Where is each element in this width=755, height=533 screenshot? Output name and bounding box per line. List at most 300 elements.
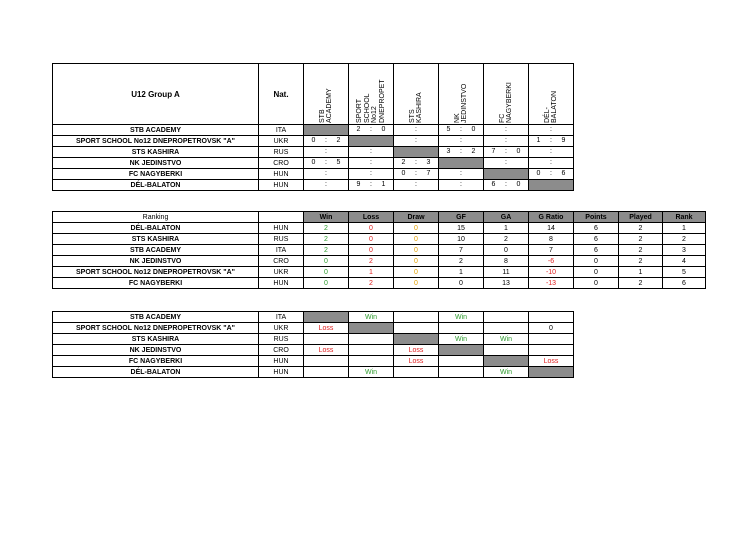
score-home — [394, 125, 413, 135]
ranking-rank: 6 — [663, 278, 706, 289]
nat-header: Nat. — [259, 64, 304, 125]
ranking-nat: RUS — [259, 234, 304, 245]
result-cell — [394, 367, 439, 378]
matrix-row — [53, 125, 574, 136]
team-nation: HUN — [259, 180, 304, 191]
score-away — [554, 125, 573, 135]
result-cell — [304, 312, 349, 323]
ranking-table — [52, 211, 706, 289]
column-team-label: STB ACADEMY — [318, 88, 333, 123]
ranking-ga: 8 — [484, 256, 529, 267]
result-cell — [529, 312, 574, 323]
ranking-row — [53, 278, 706, 289]
score-separator: : — [550, 126, 552, 133]
result-cell — [304, 334, 349, 345]
column-team-header — [484, 64, 529, 125]
ranking-win: 0 — [304, 278, 349, 289]
ranking-played: 2 — [619, 256, 663, 267]
score-separator: : — [325, 181, 327, 188]
ranking-draw: 0 — [394, 245, 439, 256]
ranking-rank: 4 — [663, 256, 706, 267]
score-cell — [349, 158, 394, 169]
result-cell — [394, 323, 439, 334]
score-separator: : — [505, 159, 507, 166]
score-cell — [304, 180, 349, 191]
self-match-cell — [394, 147, 439, 158]
ranking-header-cell: Rank — [663, 212, 706, 223]
score-separator: : — [325, 159, 327, 166]
team-name: NK JEDINSTVO — [53, 158, 259, 169]
matrix-header-row — [53, 64, 574, 125]
column-team-header — [349, 64, 394, 125]
score-home — [439, 180, 458, 190]
ranking-nat: HUN — [259, 223, 304, 234]
score-home: 3 — [446, 148, 451, 155]
ranking-ga: 13 — [484, 278, 529, 289]
score-separator: : — [550, 148, 552, 155]
ranking-header-cell — [259, 212, 304, 223]
score-home: 0 — [536, 170, 541, 177]
score-cell — [349, 147, 394, 158]
result-cell — [484, 356, 529, 367]
score-home — [484, 136, 503, 146]
ranking-draw: 0 — [394, 267, 439, 278]
score-home: 5 — [446, 126, 451, 133]
score-cell — [439, 125, 484, 136]
score-home — [439, 136, 458, 146]
ranking-loss: 0 — [349, 234, 394, 245]
self-match-cell — [304, 125, 349, 136]
ranking-win: 2 — [304, 234, 349, 245]
score-home: 1 — [536, 137, 541, 144]
ranking-row — [53, 256, 706, 267]
team-nation: ITA — [259, 312, 304, 323]
team-name: DÉL-BALATON — [53, 367, 259, 378]
ranking-gf: 2 — [439, 256, 484, 267]
score-home — [394, 180, 413, 190]
ranking-played: 1 — [619, 267, 663, 278]
score-away — [374, 147, 393, 157]
ranking-header-cell: Ranking — [53, 212, 259, 223]
score-cell — [304, 169, 349, 180]
ranking-gf: 0 — [439, 278, 484, 289]
result-cell: Loss — [304, 323, 349, 334]
score-cell — [304, 136, 349, 147]
result-cell: Win — [349, 367, 394, 378]
ranking-nat: UKR — [259, 267, 304, 278]
ranking-header-cell: Points — [574, 212, 619, 223]
team-name: DÉL-BALATON — [53, 180, 259, 191]
score-away: 2 — [471, 148, 476, 155]
ranking-gf: 1 — [439, 267, 484, 278]
score-away — [509, 125, 528, 135]
score-separator: : — [505, 181, 507, 188]
score-away — [419, 125, 438, 135]
score-away: 9 — [561, 137, 566, 144]
score-away: 3 — [426, 159, 431, 166]
score-home — [304, 169, 323, 179]
team-name: SPORT SCHOOL No12 DNEPROPETROVSK "A" — [53, 323, 259, 334]
result-cell — [349, 334, 394, 345]
score-separator: : — [370, 159, 372, 166]
result-cell — [484, 323, 529, 334]
score-home — [484, 158, 503, 168]
score-away — [419, 136, 438, 146]
self-match-cell — [439, 158, 484, 169]
score-cell — [484, 147, 529, 158]
ranking-points: 0 — [574, 256, 619, 267]
ranking-gf: 15 — [439, 223, 484, 234]
score-away: 2 — [336, 137, 341, 144]
ranking-ga: 2 — [484, 234, 529, 245]
ranking-nat: HUN — [259, 278, 304, 289]
ranking-ga: 11 — [484, 267, 529, 278]
score-away — [329, 180, 348, 190]
ranking-rank: 3 — [663, 245, 706, 256]
score-cell — [484, 158, 529, 169]
score-separator: : — [415, 159, 417, 166]
result-cell — [484, 345, 529, 356]
ranking-team: SPORT SCHOOL No12 DNEPROPETROVSK "A" — [53, 267, 259, 278]
ranking-points: 6 — [574, 234, 619, 245]
matrix-row — [53, 180, 574, 191]
team-nation: CRO — [259, 158, 304, 169]
team-nation: CRO — [259, 345, 304, 356]
result-cell: Loss — [394, 345, 439, 356]
score-home — [529, 147, 548, 157]
matrix-row — [53, 136, 574, 147]
result-cell — [304, 367, 349, 378]
team-nation: RUS — [259, 147, 304, 158]
score-away: 6 — [561, 170, 566, 177]
score-cell — [349, 180, 394, 191]
result-cell — [439, 356, 484, 367]
result-cell: Win — [484, 334, 529, 345]
team-nation: ITA — [259, 125, 304, 136]
score-away: 7 — [426, 170, 431, 177]
score-cell — [529, 125, 574, 136]
ranking-loss: 0 — [349, 245, 394, 256]
result-cell — [529, 334, 574, 345]
column-team-label: STS KASHIRA — [408, 92, 423, 123]
column-team-header — [439, 64, 484, 125]
column-team-header — [304, 64, 349, 125]
score-cell — [439, 180, 484, 191]
score-away — [554, 147, 573, 157]
result-cell — [349, 323, 394, 334]
score-cell — [439, 169, 484, 180]
team-name: STB ACADEMY — [53, 125, 259, 136]
score-away — [464, 136, 483, 146]
matrix-row — [53, 169, 574, 180]
ranking-win: 0 — [304, 256, 349, 267]
team-nation: UKR — [259, 323, 304, 334]
score-home: 2 — [356, 126, 361, 133]
team-nation: HUN — [259, 169, 304, 180]
score-away — [554, 158, 573, 168]
ranking-team: DÉL-BALATON — [53, 223, 259, 234]
ranking-draw: 0 — [394, 278, 439, 289]
score-separator: : — [550, 159, 552, 166]
ranking-ga: 0 — [484, 245, 529, 256]
ranking-header-cell: Played — [619, 212, 663, 223]
ranking-draw: 0 — [394, 223, 439, 234]
team-name: FC NAGYBERKI — [53, 356, 259, 367]
ranking-played: 2 — [619, 234, 663, 245]
ranking-played: 2 — [619, 245, 663, 256]
ranking-ratio: 8 — [529, 234, 574, 245]
score-away: 0 — [516, 181, 521, 188]
team-name: NK JEDINSTVO — [53, 345, 259, 356]
ranking-win: 2 — [304, 245, 349, 256]
results-row — [53, 334, 574, 345]
result-cell: Win — [484, 367, 529, 378]
score-cell — [349, 169, 394, 180]
score-separator: : — [325, 170, 327, 177]
score-cell — [484, 180, 529, 191]
team-nation: HUN — [259, 367, 304, 378]
ranking-nat: ITA — [259, 245, 304, 256]
score-home — [529, 125, 548, 135]
matrix-row — [53, 147, 574, 158]
team-name: FC NAGYBERKI — [53, 169, 259, 180]
score-away — [419, 180, 438, 190]
results-row — [53, 367, 574, 378]
result-cell — [529, 345, 574, 356]
ranking-points: 6 — [574, 245, 619, 256]
score-away — [464, 180, 483, 190]
ranking-gf: 10 — [439, 234, 484, 245]
score-home — [349, 169, 368, 179]
ranking-loss: 0 — [349, 223, 394, 234]
ranking-ratio: -10 — [529, 267, 574, 278]
ranking-ratio: 7 — [529, 245, 574, 256]
score-separator: : — [370, 148, 372, 155]
score-home: 6 — [491, 181, 496, 188]
score-separator: : — [460, 170, 462, 177]
score-home — [394, 136, 413, 146]
ranking-team: FC NAGYBERKI — [53, 278, 259, 289]
score-away — [329, 169, 348, 179]
score-home: 0 — [311, 159, 316, 166]
score-cell — [394, 169, 439, 180]
result-cell — [484, 312, 529, 323]
column-team-header — [529, 64, 574, 125]
score-home — [439, 169, 458, 179]
ranking-ratio: 14 — [529, 223, 574, 234]
score-separator: : — [460, 126, 462, 133]
result-cell — [439, 345, 484, 356]
ranking-rank: 5 — [663, 267, 706, 278]
score-cell — [394, 180, 439, 191]
results-table — [52, 311, 574, 378]
score-home — [349, 147, 368, 157]
score-home: 0 — [311, 137, 316, 144]
ranking-header-row — [53, 212, 706, 223]
score-separator: : — [460, 181, 462, 188]
ranking-ratio: -6 — [529, 256, 574, 267]
score-cell — [394, 136, 439, 147]
group-title: U12 Group A — [53, 64, 259, 125]
score-cell — [349, 125, 394, 136]
ranking-team: STS KASHIRA — [53, 234, 259, 245]
ranking-points: 0 — [574, 267, 619, 278]
team-nation: RUS — [259, 334, 304, 345]
results-row — [53, 323, 574, 334]
score-cell — [439, 147, 484, 158]
score-home: 7 — [491, 148, 496, 155]
score-away — [374, 158, 393, 168]
score-away — [509, 158, 528, 168]
matrix-row — [53, 158, 574, 169]
score-home — [349, 158, 368, 168]
ranking-ga: 1 — [484, 223, 529, 234]
result-cell — [439, 323, 484, 334]
score-cell — [304, 147, 349, 158]
score-separator: : — [370, 170, 372, 177]
result-cell — [349, 356, 394, 367]
score-separator: : — [415, 170, 417, 177]
score-separator: : — [415, 126, 417, 133]
result-cell — [349, 345, 394, 356]
score-away: 0 — [516, 148, 521, 155]
score-away: 0 — [381, 126, 386, 133]
ranking-loss: 2 — [349, 256, 394, 267]
score-separator: : — [415, 137, 417, 144]
column-team-label: NK JEDINSTVO — [453, 83, 468, 123]
ranking-header-cell: GF — [439, 212, 484, 223]
score-separator: : — [505, 137, 507, 144]
ranking-team: NK JEDINSTVO — [53, 256, 259, 267]
results-row — [53, 345, 574, 356]
score-cell — [394, 125, 439, 136]
ranking-header-cell: G Ratio — [529, 212, 574, 223]
score-cell — [529, 147, 574, 158]
team-name: SPORT SCHOOL No12 DNEPROPETROVSK "A" — [53, 136, 259, 147]
score-away: 1 — [381, 181, 386, 188]
score-cell — [484, 125, 529, 136]
score-separator: : — [415, 181, 417, 188]
score-separator: : — [325, 148, 327, 155]
ranking-rank: 2 — [663, 234, 706, 245]
result-cell — [529, 367, 574, 378]
ranking-points: 0 — [574, 278, 619, 289]
score-cell — [439, 136, 484, 147]
result-cell: Win — [349, 312, 394, 323]
ranking-ratio: -13 — [529, 278, 574, 289]
results-row — [53, 312, 574, 323]
result-cell: Win — [439, 312, 484, 323]
column-team-label: FC NAGYBERKI — [498, 82, 513, 123]
ranking-played: 2 — [619, 223, 663, 234]
score-away — [374, 169, 393, 179]
ranking-loss: 2 — [349, 278, 394, 289]
score-separator: : — [325, 137, 327, 144]
ranking-draw: 0 — [394, 234, 439, 245]
self-match-cell — [529, 180, 574, 191]
team-name: STS KASHIRA — [53, 147, 259, 158]
result-cell — [304, 356, 349, 367]
team-name: STS KASHIRA — [53, 334, 259, 345]
score-cell — [304, 158, 349, 169]
result-cell: Win — [439, 334, 484, 345]
team-name: STB ACADEMY — [53, 312, 259, 323]
score-home: 2 — [401, 159, 406, 166]
result-cell — [394, 334, 439, 345]
result-cell — [439, 367, 484, 378]
score-home — [484, 125, 503, 135]
score-cell — [394, 158, 439, 169]
ranking-header-cell: Loss — [349, 212, 394, 223]
score-away — [329, 147, 348, 157]
score-away: 0 — [471, 126, 476, 133]
ranking-win: 0 — [304, 267, 349, 278]
result-cell: Loss — [304, 345, 349, 356]
result-cell: Loss — [394, 356, 439, 367]
team-nation: UKR — [259, 136, 304, 147]
ranking-team: STB ACADEMY — [53, 245, 259, 256]
score-home: 9 — [356, 181, 361, 188]
score-cell — [484, 136, 529, 147]
ranking-row — [53, 223, 706, 234]
score-separator: : — [460, 137, 462, 144]
score-separator: : — [505, 126, 507, 133]
score-cell — [529, 169, 574, 180]
score-away — [509, 136, 528, 146]
result-cell — [394, 312, 439, 323]
ranking-loss: 1 — [349, 267, 394, 278]
team-nation: HUN — [259, 356, 304, 367]
score-separator: : — [370, 126, 372, 133]
result-cell: Loss — [529, 356, 574, 367]
score-home: 0 — [401, 170, 406, 177]
score-home — [304, 147, 323, 157]
ranking-row — [53, 245, 706, 256]
score-separator: : — [550, 170, 552, 177]
score-separator: : — [550, 137, 552, 144]
ranking-win: 2 — [304, 223, 349, 234]
ranking-header-cell: Draw — [394, 212, 439, 223]
ranking-header-cell: Win — [304, 212, 349, 223]
result-cell: 0 — [529, 323, 574, 334]
ranking-points: 6 — [574, 223, 619, 234]
score-separator: : — [505, 148, 507, 155]
ranking-draw: 0 — [394, 256, 439, 267]
column-team-label: DÉL- BALATON — [543, 90, 558, 123]
ranking-rank: 1 — [663, 223, 706, 234]
self-match-cell — [484, 169, 529, 180]
score-separator: : — [460, 148, 462, 155]
score-separator: : — [370, 181, 372, 188]
results-row — [53, 356, 574, 367]
ranking-row — [53, 267, 706, 278]
score-cell — [529, 136, 574, 147]
score-away: 5 — [336, 159, 341, 166]
group-matrix-table — [52, 63, 574, 191]
ranking-row — [53, 234, 706, 245]
column-team-label: SPORT SCHOOL No12 DNEPROPET — [356, 79, 386, 123]
ranking-nat: CRO — [259, 256, 304, 267]
ranking-played: 2 — [619, 278, 663, 289]
ranking-gf: 7 — [439, 245, 484, 256]
score-cell — [529, 158, 574, 169]
self-match-cell — [349, 136, 394, 147]
score-home — [529, 158, 548, 168]
ranking-header-cell: GA — [484, 212, 529, 223]
score-away — [464, 169, 483, 179]
score-home — [304, 180, 323, 190]
column-team-header — [394, 64, 439, 125]
